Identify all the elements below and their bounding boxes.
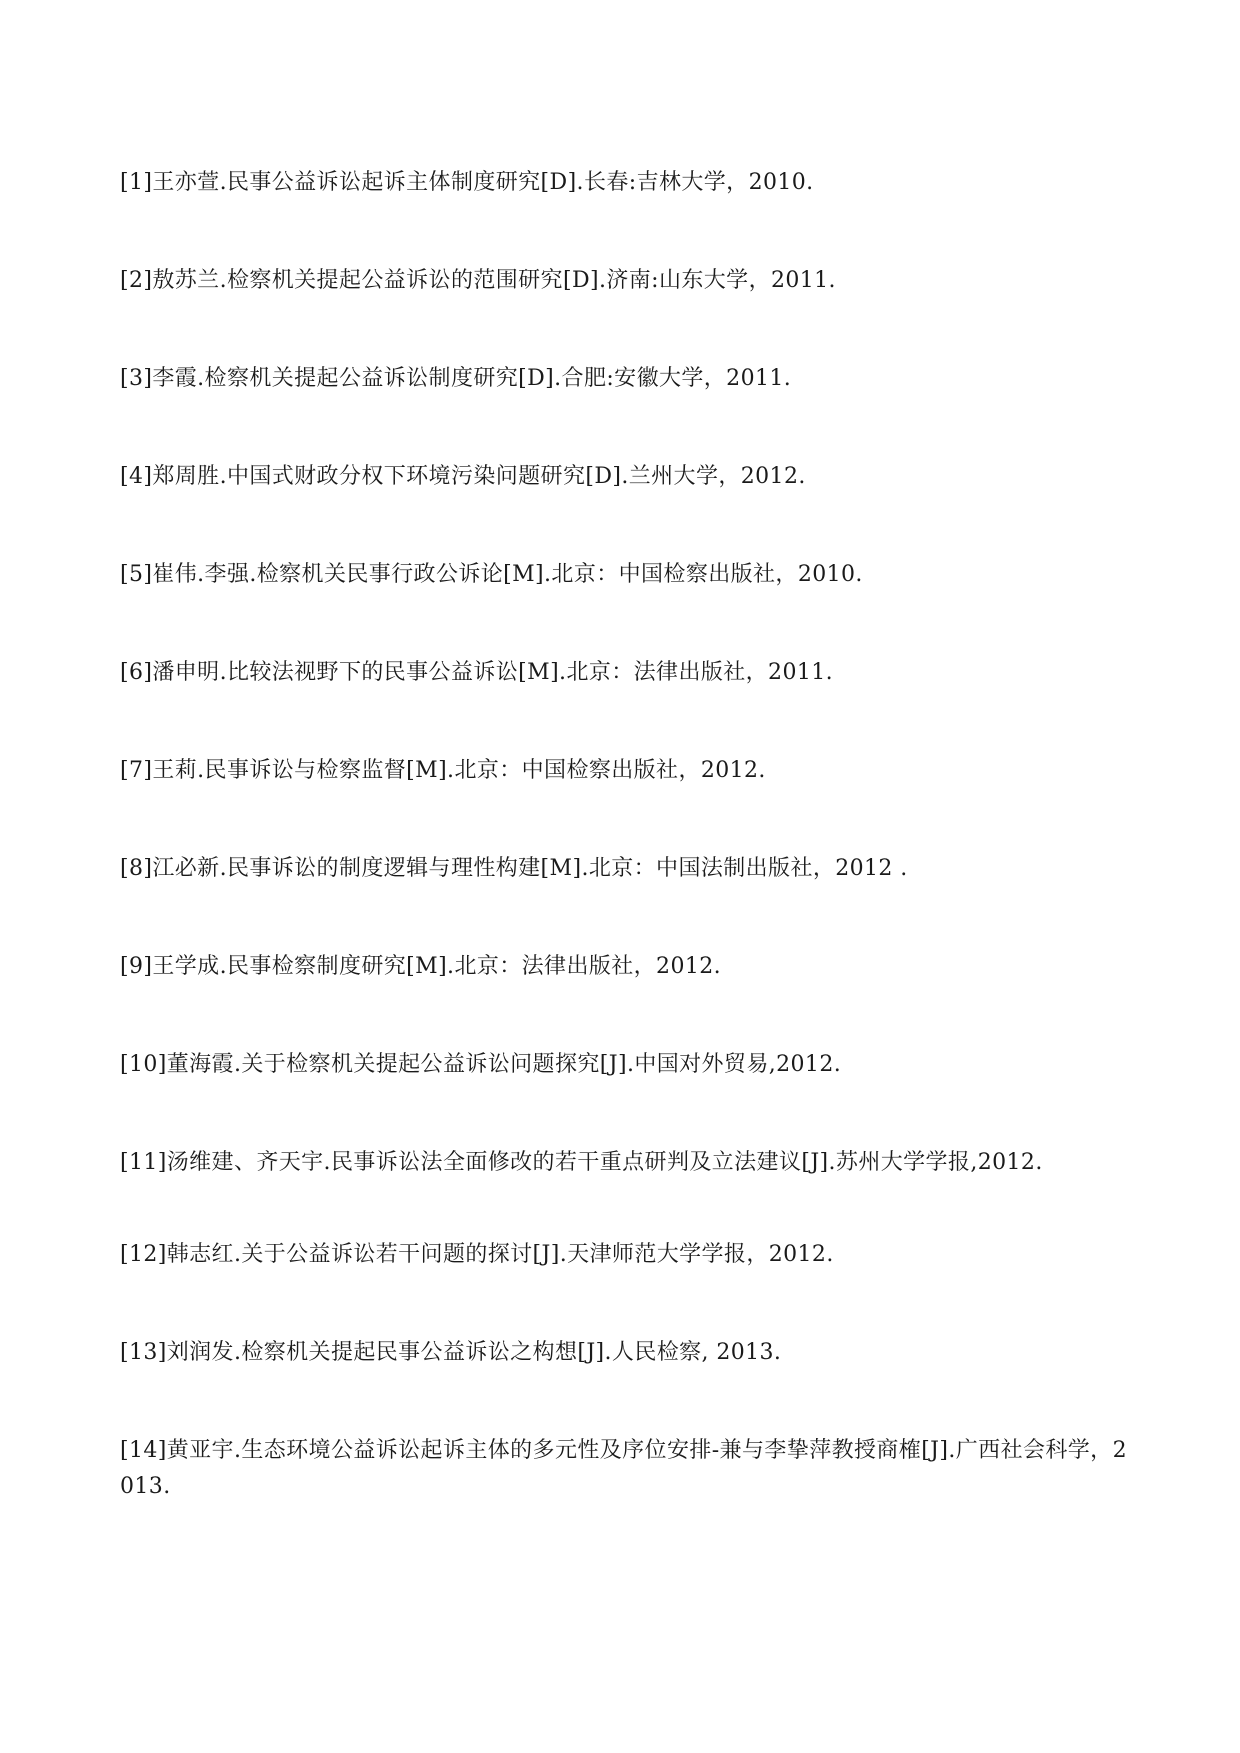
reference-item: [6]潘申明.比较法视野下的民事公益诉讼[M].北京：法律出版社，2011. [120, 660, 834, 685]
reference-item: [2]敖苏兰.检察机关提起公益诉讼的范围研究[D].济南:山东大学，2011. [120, 268, 836, 293]
reference-item: [14]黄亚宇.生态环境公益诉讼起诉主体的多元性及序位安排-兼与李挚萍教授商榷[J].广西社会科学，2013. [120, 1438, 1127, 1499]
reference-item: [3]李霞.检察机关提起公益诉讼制度研究[D].合肥:安徽大学，2011. [120, 366, 792, 391]
reference-item: [5]崔伟.李强.检察机关民事行政公诉论[M].北京：中国检察出版社，2010. [120, 562, 863, 587]
reference-item: [8]江必新.民事诉讼的制度逻辑与理性构建[M].北京：中国法制出版社，2012 . [120, 856, 908, 881]
reference-list [120, 165, 1130, 1561]
reference-item: [1]王亦萱.民事公益诉讼起诉主体制度研究[D].长春:吉林大学，2010. [120, 170, 814, 195]
reference-item: [13]刘润发.检察机关提起民事公益诉讼之构想[J].人民检察, 2013. [120, 1340, 782, 1365]
reference-item: [4]郑周胜.中国式财政分权下环境污染问题研究[D].兰州大学，2012. [120, 464, 806, 489]
reference-item: [9]王学成.民事检察制度研究[M].北京：法律出版社，2012. [120, 954, 722, 979]
reference-item: [7]王莉.民事诉讼与检察监督[M].北京：中国检察出版社，2012. [120, 758, 766, 783]
reference-item: [10]董海霞.关于检察机关提起公益诉讼问题探究[J].中国对外贸易,2012. [120, 1052, 842, 1077]
reference-item: [11]汤维建、齐天宇.民事诉讼法全面修改的若干重点研判及立法建议[J].苏州大学学报,2012. [120, 1150, 1043, 1175]
reference-item: [12]韩志红.关于公益诉讼若干问题的探讨[J].天津师范大学学报，2012. [120, 1242, 834, 1267]
